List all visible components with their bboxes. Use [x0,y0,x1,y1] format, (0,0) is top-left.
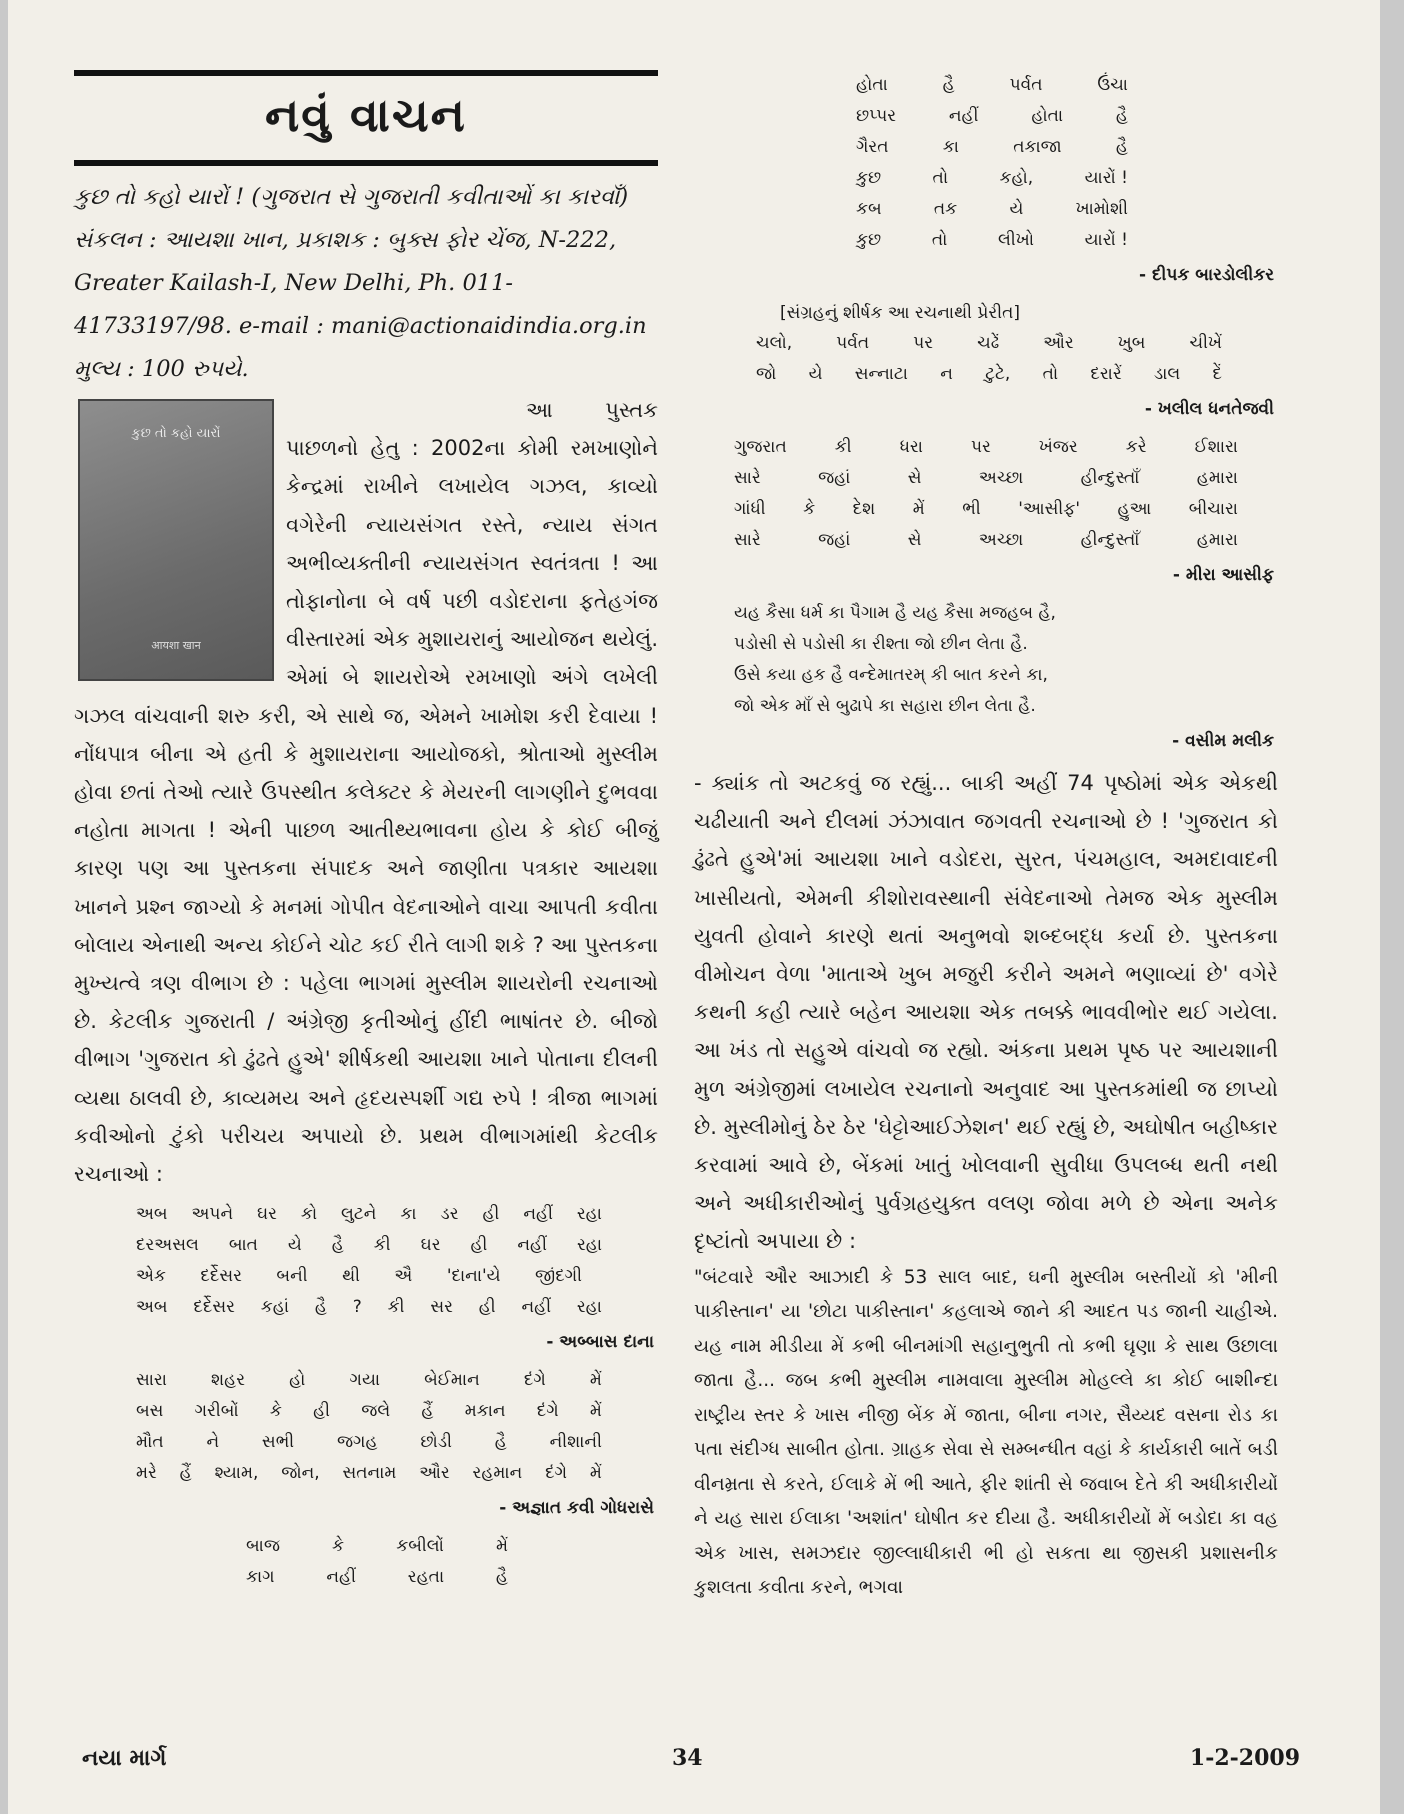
poem-word: હૈ [495,1567,508,1588]
poem-word: છપ્પર [856,106,897,126]
poem-word: સારા [136,1370,167,1391]
poem-word: 'દાના'યે [446,1266,501,1287]
poem-word: જીંદગી [535,1266,582,1287]
poem-word: સભી [261,1432,295,1453]
poem-word: કી [373,1235,391,1256]
poem-word: કહો, [999,168,1034,188]
poem-word: કબ [856,199,882,219]
poem-word: હૈ [1115,106,1128,126]
poem-word: હૈ [942,75,955,95]
poem-word: હીન્દુસ્તાઁ [1080,468,1140,488]
poem-word: જો [756,364,777,384]
poem-word: કહાં [260,1297,290,1318]
poem-word: દંગે [536,1401,559,1422]
poem-word: હી [313,1401,331,1422]
poem-word: કુછ [856,168,882,188]
poem-word: મકાન [464,1401,506,1422]
poem-line [136,1458,602,1489]
poem-word: મેં [589,1401,602,1422]
poem-word: સન્નાટા [854,364,908,384]
poem-word: હમારા [1196,468,1238,488]
poem-word: બાત [228,1235,258,1256]
poem-word: કા [942,137,959,157]
poem-word: ઔર [1043,333,1074,353]
poem-line [856,70,1128,101]
right-column [694,70,1278,1606]
page-number: 34 [672,1745,703,1771]
poem-word: મૌત [136,1432,164,1453]
poem-word: નહીં [948,106,979,126]
poem-word: બેઈમાન [424,1370,480,1391]
poem-word: ન [940,364,953,384]
poem-line [856,132,1128,163]
poem-word: ઉંચા [1097,75,1128,95]
poem-word: ઘર [420,1235,441,1256]
poem-word: ટુટે, [985,364,1011,384]
poem-abbas-dana [74,1199,658,1323]
poem-line [136,1261,602,1292]
poem-word: કબીલોં [396,1536,444,1557]
poem-word: ધરા [899,437,923,457]
poem-word: જોન, [281,1463,320,1484]
poem-word: તક [933,199,958,219]
poem-line [136,1230,602,1261]
poem-word: સારે [734,468,761,488]
poem-word: કી [834,437,852,457]
poem-word: હી [478,1297,496,1318]
poem-author: - દીપક બારડોલીકર [1139,265,1274,285]
poem-line [756,328,1222,359]
poem-word: હમારા [1196,530,1238,550]
poem-word: સતનામ [342,1463,397,1484]
publication-name: નયા માર્ગ [82,1745,167,1771]
poem-word: રહા [576,1297,602,1318]
poem-word: કે [332,1536,345,1557]
poem-word: ખુબ [1117,333,1146,353]
poem-word: અચ્છા [978,468,1024,488]
poem-word: ગાંધી [734,499,766,519]
poem-word: દેં [1212,364,1222,384]
poem-word: બાજ [246,1536,280,1557]
poem-word: તકાજા [1013,137,1062,157]
title-rule [74,160,658,166]
poem-word: ગરીબોં [194,1401,239,1422]
poem-anonymous-godhra [74,1365,658,1489]
poem-word: હી [470,1235,488,1256]
poem-word: હૈં [421,1401,434,1422]
poem-word: કે [269,1401,282,1422]
poem-word: દરઅસલ [136,1235,199,1256]
poem-word: કા [400,1204,417,1225]
poem-word: ઐ [394,1266,413,1287]
poem-line [734,525,1238,556]
poem-word: સર [430,1297,453,1318]
poem-word: જહાં [818,468,851,488]
poem-word: દર્દેસર [193,1297,235,1318]
poem-word: લીખો [998,230,1034,250]
poem-word: સે [907,530,922,550]
poem-word: ઈશારા [1194,437,1238,457]
poem-author: - વસીમ મલીક [1172,731,1274,751]
poem-word: જલે [361,1401,391,1422]
poem-line [136,1199,602,1230]
poem-khalil [694,328,1278,390]
poem-word: પર [913,333,934,353]
poem-word: કરે [1125,437,1147,457]
poem-word: હીન્દુસ્તાઁ [1080,530,1140,550]
poem-word: સે [907,468,922,488]
poem-word: યે [287,1235,302,1256]
quoted-passage: "બંટવારે ઔર આઝાદી કે 53 સાલ બાદ, ઘની મુસ્લીમ બસ્તીયોં કો 'મીની પાકીસ્તાન' યા 'છોટા પાકીસ્તાન' કહલાએ જાને કી આદત પડ જાની ચાહીએ. યહ નામ મીડીયા મેં કભી બીનમાંગી સહાનુભુતી તો કભી ઘૃણા કે સાથ ઉછાલા જાતા હૈ... જબ કભી મુસ્લીમ નામવાલા મુસ્લીમ મોહલ્લે કા કોઈ બાશીન્દા રાષ્ટ્રીય સ્તર કે ખાસ નીજી બેંક મેં જાતા, બીના નગર, સૈય્યદ વસના રોડ કા પતા સંદીગ્ધ સાબીત હોતા. ગ્રાહક સેવા સે સમ્બન્ધીત વહાં કે કાર્યકારી બાતેં બડી વીનમ્રતા સે કરતે, ઈલાકે મેં ભી આતે, ફીર શાંતી સે જવાબ દેતે કી અધીકારીયોં ને યહ સારા ઈલાકા 'અશાંત' ઘોષીત કર દીયા હૈ. અધીકારીયોં મેં બડોદા કા વહ એક ખાસ, સમઝદાર જીલ્લાધીકારી ભી હો સકતા થા જીસકી પ્રશાસનીક કુશલતા કવીતા કરને, ભગવા [694,1266,1279,1599]
poem-word: નહીં [517,1235,547,1256]
poem-word: હી [482,1204,500,1225]
poem-word: નીશાની [549,1432,602,1453]
poem-word: સારે [734,530,761,550]
poem-word: યારોં ! [1084,168,1128,188]
poem-line [734,432,1238,463]
poem-meera [694,432,1278,556]
poem-word: ગયા [349,1370,381,1391]
poem-line [136,1427,602,1458]
poem-word: ઉસે કયા હક હૈ વન્દેમાતરમ્ કી બાત કરને કા, [734,665,1048,685]
poem-word: મેં [589,1463,602,1484]
poem-author: - મીરા આસીફ [1172,565,1274,585]
book-cover-author: आयशा खान [151,638,201,652]
poem-word: બસ [136,1401,164,1422]
poem-word: ચઢેં [977,333,1000,353]
poem-word: રહતા [407,1567,445,1588]
book-cover-title: કુછ તો કહો યારોં [131,426,221,441]
poem-word: તો [932,168,949,188]
poem-word: મેં [912,499,925,519]
review-body [74,391,658,1193]
poem-word: ડાલ [1153,364,1181,384]
poem-word: દેશ [852,499,876,519]
poem-word: કાગ [246,1567,275,1588]
poem-word: થી [342,1266,360,1287]
poem-word: પર [970,437,991,457]
poem-word: યે [1009,199,1024,219]
poem-author: - અબ્બાસ દાના [546,1332,654,1353]
poem-author: - ખલીલ ધનતેજવી [1144,399,1274,419]
poem-word: પર્વત [836,333,870,353]
poem-word: ખંજર [1038,437,1078,457]
poem-word: શ્યામ, [214,1463,259,1484]
poem-word: તો [931,230,948,250]
poem-word: કો [300,1204,318,1225]
poem-word: તો [1042,364,1059,384]
poem-word: ચીખેં [1189,333,1222,353]
poem-line [856,194,1128,225]
poem-word: એક [136,1266,166,1287]
poem-word: જગહ [336,1432,378,1453]
poem-word: દંગે [545,1463,568,1484]
poem-word: લુટને [341,1204,377,1225]
poem-word: ડર [440,1204,459,1225]
poem-word: શહર [211,1370,245,1391]
poem-word: યારોં ! [1084,230,1128,250]
section-title: નવું વાચન [265,88,467,142]
poem-word: પર્વત [1009,75,1043,95]
poem-line [136,1365,602,1396]
poem-line [734,598,1238,629]
poem-word: મેં [495,1536,508,1557]
poem-word: રહા [576,1235,602,1256]
newspaper-page [8,0,1380,1814]
poem-line [136,1292,602,1323]
poem-word: ગૈરત [856,137,889,157]
poem-line [734,660,1238,691]
poem-word: ખામોશી [1075,199,1128,219]
poem-word: અપને [191,1204,234,1225]
poem-line [856,225,1128,256]
book-info: કુછ તો કહો યારોં ! (ગુજરાત સે ગુજરાતી કવીતાઓં કા કારવાઁ) સંકલન : આયશા ખાન, પ્રકાશક : બુક્સ ફોર ચેંજ, N-222, Greater Kailash-I, New Delhi, Ph. 011-41733197/98. e-mail : mani@actionaidindia.org.in મુલ્ય : 100 રુપયે. [74,184,647,382]
poem-word: કુછ [856,230,882,250]
review-body-cont: - ક્યાંક તો અટકવું જ રહ્યું... બાકી અહીં 74 પૃષ્ઠોમાં એક એકથી ચઢીયાતી અને દીલમાં ઝંઝાવાત જગવતી રચનાઓ છે ! 'ગુજરાત કો ઢુંઢતે હુએ'માં આયશા ખાને વડોદરા, સુરત, પંચમહાલ, અમદાવાદની ખાસીયતો, એમની કીશોરાવસ્થાની સંવેદનાઓ તેમજ એક મુસ્લીમ યુવતી હોવાને કારણે થતાં અનુભવો શબ્દબદ્ધ કર્યા છે. પુસ્તકના વીમોચન વેળા 'માતાએ ખુબ મજુરી કરીને અમને ભણાવ્યાં છે' વગેરે કથની કહી ત્યારે બહેન આયશા એક તબક્કે ભાવવીભોર થઈ ગયેલા. આ ખંડ તો સહુએ વાંચવો જ રહ્યો. અંકના પ્રથમ પૃષ્ઠ પર આયશાની મુળ અંગ્રેજીમાં લખાયેલ રચનાનો અનુવાદ આ પુસ્તકમાંથી જ છાપ્યો છે. મુસ્લીમોનું ઠેર ઠેર 'ઘેટ્ટોઆઈઝેશન' થઈ રહ્યું છે, અઘોષીત બહીષ્કાર કરવામાં આવે છે, બેંકમાં ખાતું ખોલવાની સુવીધા ઉપલબ્ધ થતી નથી અને અધીકારીઓનું પુર્વગ્રહયુક્ત વલણ જોવા મળે છે એના અનેક દૃષ્ટાંતો અપાયા છે : [694,771,1278,1254]
poem-word: હૈ [494,1432,507,1453]
poem-word: હૈં [179,1463,192,1484]
poem-line [856,101,1128,132]
poem-word: ? [352,1297,362,1318]
poem-word: નહીં [521,1297,552,1318]
poem-word: કે [803,499,816,519]
poem-line [756,359,1222,390]
poem-author: - અજ્ઞાત કવી ગોધરાસે [499,1498,654,1519]
poem-word: રહા [576,1204,602,1225]
poem-word: છોડી [420,1432,452,1453]
poem-line [734,494,1238,525]
issue-date: 1-2-2009 [1189,1745,1300,1771]
poem-note: [સંગ્રહનું શીર્ષક આ રચનાથી પ્રેરીત] [780,303,1020,323]
poem-word: નહીં [523,1204,553,1225]
poem-word: નહીં [326,1567,356,1588]
poem-word: દરારેં [1090,364,1122,384]
book-cover-image [78,399,274,681]
poem-line [136,1396,602,1427]
poem-line [246,1562,508,1593]
poem-word: અબ [136,1297,168,1318]
poem-word: અબ [136,1204,168,1225]
poem-word: જહાં [818,530,851,550]
poem-line [734,463,1238,494]
poem-bardolikar-start [74,1531,658,1593]
poem-word: હોતા [856,75,888,95]
poem-word: અચ્છા [978,530,1024,550]
poem-word: હોતા [1031,106,1064,126]
poem-word: રહમાન [472,1463,523,1484]
poem-word: મેં [589,1370,602,1391]
poem-word: હૈ [314,1297,327,1318]
poem-word: 'આસીફ' [1018,499,1081,519]
poem-word: ભી [962,499,981,519]
poem-bardolikar-cont [694,70,1278,256]
poem-word: મરે [136,1463,157,1484]
poem-waseem [694,598,1278,722]
poem-word: દંગે [523,1370,546,1391]
review-paragraph: આ પુસ્તક પાછળનો હેતુ : 2002ના કોમી રમખાણોને કેન્દ્રમાં રાખીને લખાયેલ ગઝલ, કાવ્યો વગેરેની ન્યાયસંગત રસ્તે, ન્યાય સંગત અભીવ્યક્તીની ન્યાયસંગત સ્વતંત્રતા ! આ તોફાનોના બે વર્ષ પછી વડોદરાના ફતેહગંજ વીસ્તારમાં એક મુશાયરાનું આયોજન થયેલું. એમાં બે શાયરોએ રમખાણો અંગે લખેલી ગઝલ વાંચવાની શરુ કરી, એ સાથે જ, એમને ખામોશ કરી દેવાયા ! નોંધપાત્ર બીના એ હતી કે મુશાયરાના આયોજકો, શ્રોતાઓ મુસ્લીમ હોવા છતાં તેઓ ત્યારે ઉપસ્થીત કલેક્ટર કે મેયરની લાગણીને દુભવવા નહોતા માગતા ! એની પાછળ આતીથ્યભાવના હોય કે કોઈ બીજું કારણ પણ આ પુસ્તકના સંપાદક અને જાણીતા પત્રકાર આયશા ખાનને પ્રશ્ન જાગ્યો કે મનમાં ગોપીત વેદનાઓને વાચા આપતી કવીતા બોલાય એનાથી અન્ય કોઈને ચોટ કઈ રીતે લાગી શકે ? આ પુસ્તકના મુખ્યત્વે ત્રણ વીભાગ છે : પહેલા ભાગમાં મુસ્લીમ શાયરોની રચનાઓ છે. કેટલીક ગુજરાતી / અંગ્રેજી કૃતીઓનું હીંદી ભાષાંતર છે. બીજો વીભાગ 'ગુજરાત કો ઢુંઢતે હુએ' શીર્ષકથી આયશા ખાને પોતાના દીલની વ્યથા ઠાલવી છે, કાવ્યમય અને હૃદયસ્પર્શી ગદ્ય રુપે ! ત્રીજા ભાગમાં કવીઓનો ટુંકો પરીચય અપાયો છે. પ્રથમ વીભાગમાંથી કેટલીક રચનાઓ : [74,398,658,1187]
poem-line [246,1531,508,1562]
poem-word: હુઆ [1117,499,1152,519]
poem-word: ઔર [419,1463,450,1484]
poem-word: કી [387,1297,405,1318]
poem-word: ગુજરાત [734,437,787,457]
poem-word: બીચારા [1188,499,1238,519]
poem-word: જો એક માઁ સે બુઢાપે કા સહારા છીન લેતા હૈ. [734,696,1036,716]
left-column [74,70,658,1597]
poem-word: હૈ [1115,137,1128,157]
poem-word: યે [808,364,823,384]
poem-word: પડોસી સે પડોસી કા રીશ્તા જો છીન લેતા હૈ. [734,634,1028,654]
poem-word: હૈ [331,1235,344,1256]
poem-word: યહ કૈસા ધર્મ કા પૈગામ હૈ યહ કૈસા મજહબ હૈ, [734,603,1056,623]
poem-line [856,163,1128,194]
poem-word: હો [289,1370,306,1391]
poem-word: ચલો, [756,333,793,353]
poem-word: બની [276,1266,308,1287]
poem-word: ને [206,1432,220,1453]
poem-word: ઘર [257,1204,277,1225]
poem-line [734,629,1238,660]
poem-line [734,691,1238,722]
poem-word: દર્દેસર [200,1266,242,1287]
